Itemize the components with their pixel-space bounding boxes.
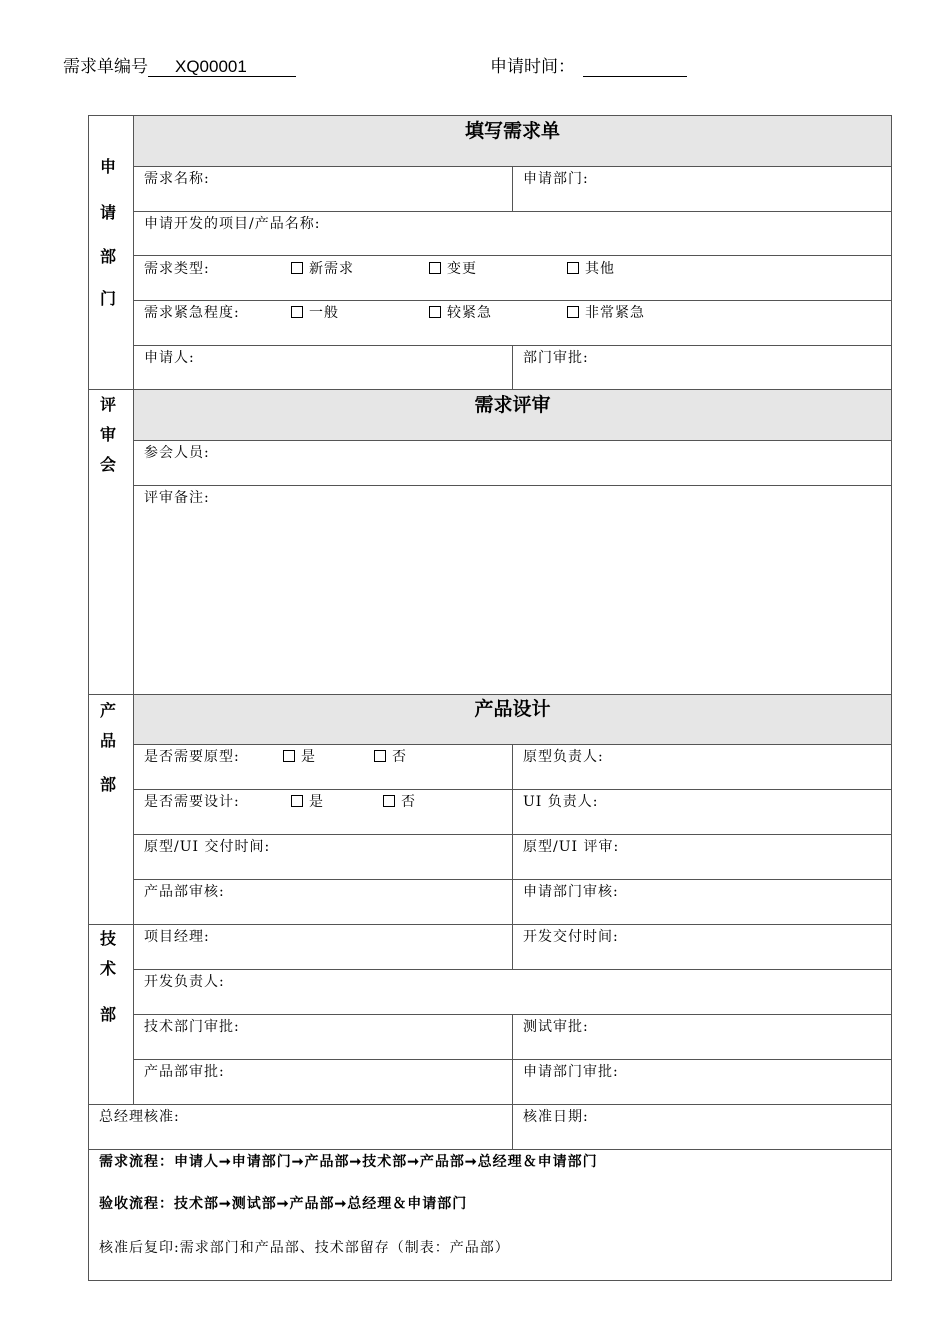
dept-approval-field[interactable]: 部门审批: (523, 350, 589, 366)
row-line (133, 485, 891, 486)
project-manager-field[interactable]: 项目经理: (144, 929, 210, 945)
section-title-product-design: 产品设计 (474, 698, 551, 720)
side-label-apply-dept (89, 154, 127, 328)
tech-approval-field[interactable]: 技术部门审批: (144, 1019, 240, 1035)
request-number-label: 需求单编号 (63, 57, 148, 76)
ui-owner-field[interactable]: UI 负责人: (523, 794, 599, 810)
req-type-label: 需求类型: (144, 261, 210, 277)
request-flow-text: 需求流程：申请人➞申请部门➞产品部➞技术部➞产品部➞总经理＆申请部门 (99, 1154, 598, 1170)
option-text: 新需求 (309, 261, 354, 277)
side-char: 部 (99, 775, 116, 794)
dev-owner-field[interactable]: 开发负责人: (144, 974, 225, 990)
urgency-label: 需求紧急程度: (144, 305, 240, 321)
need-prototype-no[interactable] (374, 746, 407, 766)
row-line (133, 300, 891, 301)
urgency-option-urgent[interactable] (429, 302, 492, 322)
urgency-option-normal[interactable] (291, 302, 339, 322)
prototype-owner-field[interactable]: 原型负责人: (523, 749, 604, 765)
side-char: 门 (99, 289, 116, 308)
side-char: 产 (99, 701, 116, 720)
option-text: 否 (392, 749, 407, 765)
side-column-divider (133, 116, 134, 1105)
type-option-change[interactable] (429, 258, 477, 278)
side-char: 审 (99, 425, 116, 444)
row-line (133, 969, 891, 970)
need-prototype-yes[interactable] (283, 746, 316, 766)
col-split (512, 166, 513, 211)
option-text: 是 (301, 749, 316, 765)
side-char: 评 (99, 395, 116, 414)
gm-approval-field[interactable]: 总经理核准: (99, 1109, 180, 1125)
section-line (89, 1104, 891, 1105)
request-number-line (63, 52, 296, 77)
checkbox-icon[interactable] (567, 306, 579, 318)
urgency-option-very-urgent[interactable] (567, 302, 645, 322)
option-text: 其他 (585, 261, 615, 277)
apply-dept-approval-field[interactable]: 申请部门审批: (523, 1064, 619, 1080)
attendees-field[interactable]: 参会人员: (144, 445, 210, 461)
side-label-product-dept (89, 698, 127, 802)
checkbox-icon[interactable] (291, 306, 303, 318)
option-text: 否 (401, 794, 416, 810)
checkbox-icon[interactable] (429, 262, 441, 274)
col-split (512, 345, 513, 389)
checkbox-icon[interactable] (291, 262, 303, 274)
col-split (512, 744, 513, 969)
request-number-value[interactable]: XQ00001 (148, 58, 296, 77)
option-text: 非常紧急 (585, 305, 645, 321)
side-char: 部 (99, 247, 116, 266)
review-notes-field[interactable]: 评审备注: (144, 490, 210, 506)
side-label-tech-dept (89, 926, 127, 1032)
product-review-field[interactable]: 产品部审核: (144, 884, 225, 900)
checkbox-icon[interactable] (429, 306, 441, 318)
side-char: 部 (99, 1005, 116, 1024)
approval-date-field[interactable]: 核准日期: (523, 1109, 589, 1125)
section-title-fill-form: 填写需求单 (464, 120, 560, 142)
apply-time-line (490, 52, 687, 77)
section-line (89, 1149, 891, 1150)
product-approval-field[interactable]: 产品部审批: (144, 1064, 225, 1080)
side-char: 申 (99, 157, 116, 176)
type-option-other[interactable] (567, 258, 615, 278)
row-line (133, 440, 891, 441)
apply-dept-field[interactable]: 申请部门: (523, 171, 589, 187)
copy-note-text: 核准后复印:需求部门和产品部、技术部留存（制表：产品部） (99, 1240, 510, 1256)
side-char: 会 (99, 455, 116, 474)
req-name-field[interactable]: 需求名称: (144, 171, 210, 187)
need-design-no[interactable] (383, 791, 416, 811)
option-text: 一般 (309, 305, 339, 321)
type-option-new[interactable] (291, 258, 354, 278)
checkbox-icon[interactable] (383, 795, 395, 807)
checkbox-icon[interactable] (374, 750, 386, 762)
need-design-label: 是否需要设计: (144, 794, 240, 810)
apply-time-label: 申请时间： (490, 57, 575, 76)
project-name-field[interactable]: 申请开发的项目/产品名称: (144, 216, 321, 232)
apply-dept-review-field[interactable]: 申请部门审核: (523, 884, 619, 900)
side-char: 请 (99, 203, 116, 222)
side-char: 技 (99, 929, 116, 948)
section-line (89, 924, 891, 925)
option-text: 是 (309, 794, 324, 810)
acceptance-flow-text: 验收流程：技术部➞测试部➞产品部➞总经理＆申请部门 (99, 1196, 468, 1212)
side-char: 术 (99, 959, 116, 978)
side-label-review-meeting (89, 392, 127, 482)
test-approval-field[interactable]: 测试审批: (523, 1019, 589, 1035)
dev-delivery-time-field[interactable]: 开发交付时间: (523, 929, 619, 945)
apply-time-field[interactable] (583, 58, 687, 77)
section-title-review: 需求评审 (474, 394, 551, 416)
row-line (133, 211, 891, 212)
applicant-field[interactable]: 申请人: (144, 350, 195, 366)
need-design-yes[interactable] (291, 791, 324, 811)
checkbox-icon[interactable] (291, 795, 303, 807)
checkbox-icon[interactable] (283, 750, 295, 762)
row-line (133, 255, 891, 256)
prototype-review-field[interactable]: 原型/UI 评审: (523, 839, 620, 855)
checkbox-icon[interactable] (567, 262, 579, 274)
need-prototype-label: 是否需要原型: (144, 749, 240, 765)
col-split (512, 1014, 513, 1149)
option-text: 变更 (447, 261, 477, 277)
requirement-form (88, 115, 892, 1281)
delivery-time-field[interactable]: 原型/UI 交付时间: (144, 839, 271, 855)
option-text: 较紧急 (447, 305, 492, 321)
side-char: 品 (99, 731, 116, 750)
